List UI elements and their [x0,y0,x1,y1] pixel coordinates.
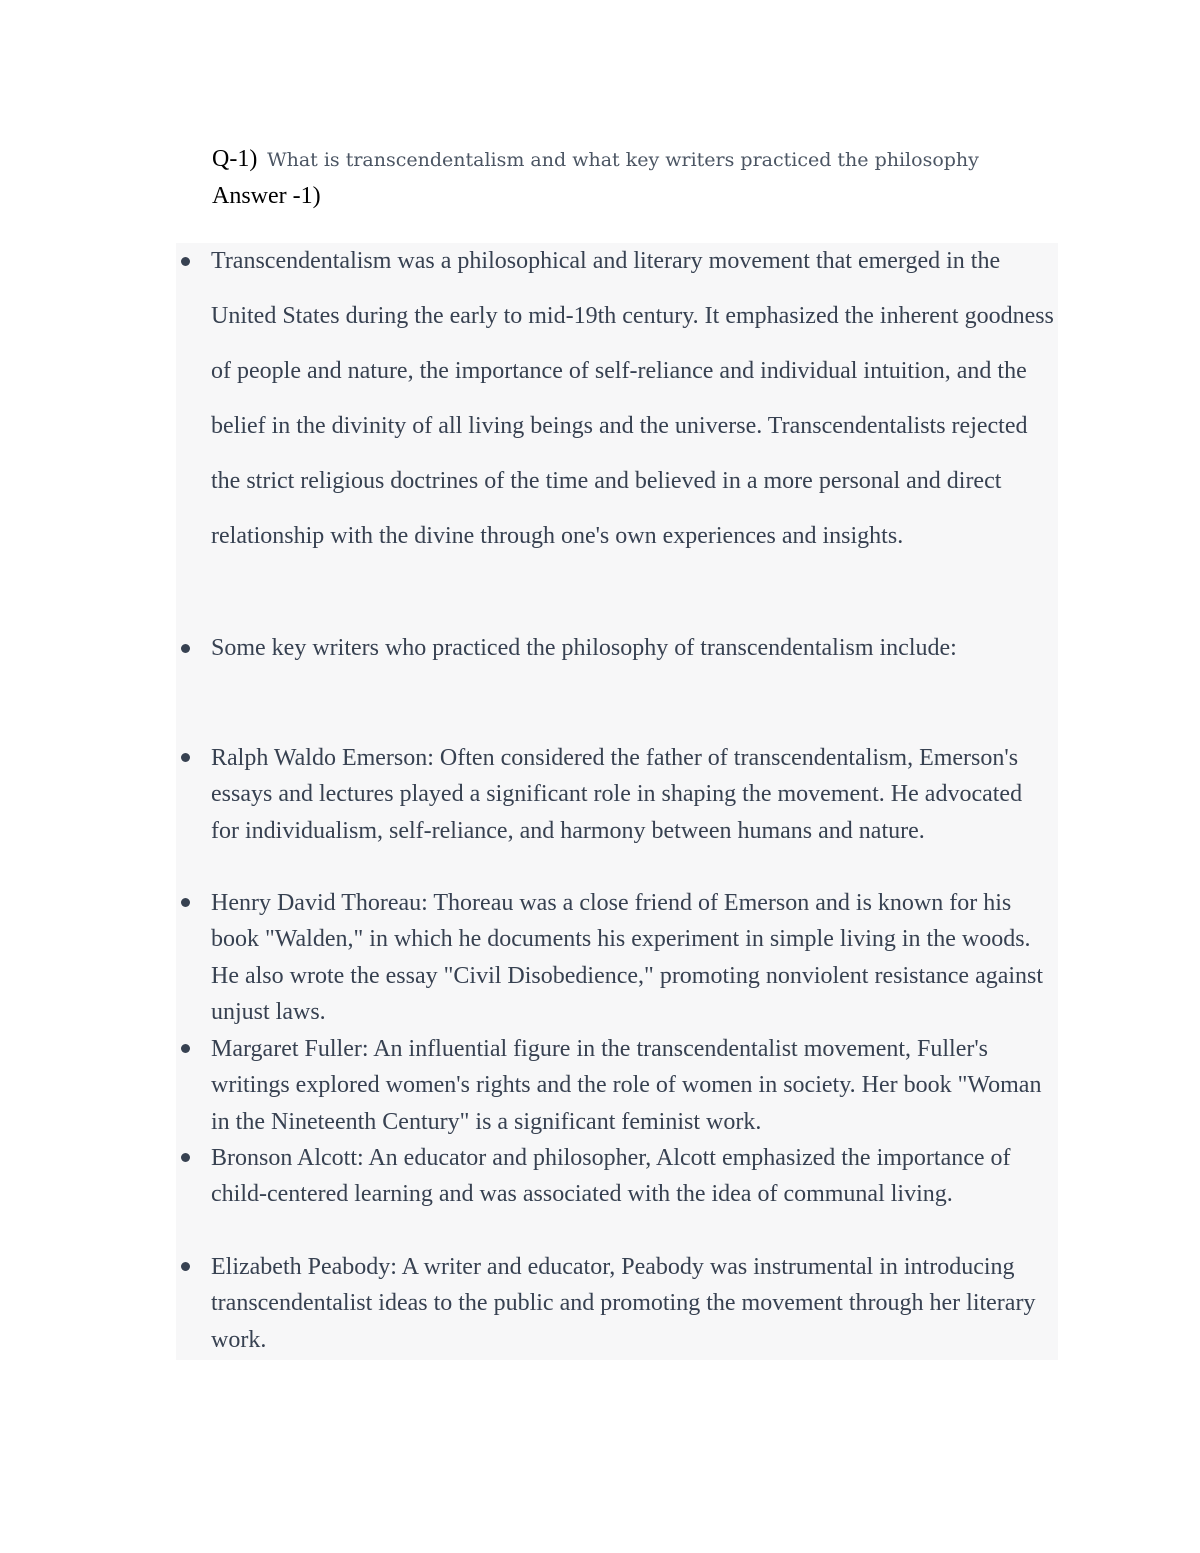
answer-label: Answer -1) [212,183,321,209]
list-item [176,1140,1058,1213]
question-text: What is transcendentalism and what key writers practiced the philosophy [267,149,979,171]
list-item-text: Margaret Fuller: An influential figure in the transcendentalist movement, Fuller's writings explored women's rights and the role of women in society. Her book "Woman in the Nineteenth Century" is a significant feminist work. [211,1036,1042,1135]
list-item [176,1031,1058,1140]
question-line [212,140,1092,179]
bullet-icon [181,1044,190,1053]
list-item [176,885,1058,1030]
list-item [176,234,1058,564]
list-item-text: Transcendentalism was a philosophical and literary movement that emerged in the United States during the early to mid-19th century. It emphasized the inherent goodness of people and nature, the importance of self-reliance and individual intuition, and the belief in the divinity of all living beings and the universe. Transcendentalists rejected the strict religious doctrines of the time and believed in a more personal and direct relationship with the divine through one's own experiences and insights. [211,248,1054,549]
list-item-text: Henry David Thoreau: Thoreau was a close friend of Emerson and is known for his book "Walden," in which he documents his experiment in simple living in the woods. He also wrote the essay "Civil Disobedience," promoting nonviolent resistance against unjust laws. [211,890,1044,1025]
answer-panel [176,243,1058,1360]
bullet-icon [181,898,190,907]
list-item-text: Ralph Waldo Emerson: Often considered the father of transcendentalism, Emerson's essays and lectures played a significant role in shaping the movement. He advocated for individualism, self-reliance, and harmony between humans and nature. [211,745,1023,844]
question-label: Q-1) [212,146,258,172]
bullet-icon [181,1153,190,1162]
bullet-icon [181,1262,190,1271]
list-item-text: Bronson Alcott: An educator and philosopher, Alcott emphasized the importance of child-centered learning and was associated with the idea of communal living. [211,1145,1011,1208]
list-item-text: Elizabeth Peabody: A writer and educator, Peabody was instrumental in introducing transcendentalist ideas to the public and promoting the movement through her literary work. [211,1254,1036,1353]
bullet-icon [181,644,190,653]
list-item [176,621,1058,676]
question-block [212,140,1092,213]
bullet-icon [181,257,190,266]
list-item [176,1249,1058,1358]
list-item-text: Some key writers who practiced the philosophy of transcendentalism include: [211,635,957,661]
bullet-icon [181,753,190,762]
list-item [176,740,1058,849]
